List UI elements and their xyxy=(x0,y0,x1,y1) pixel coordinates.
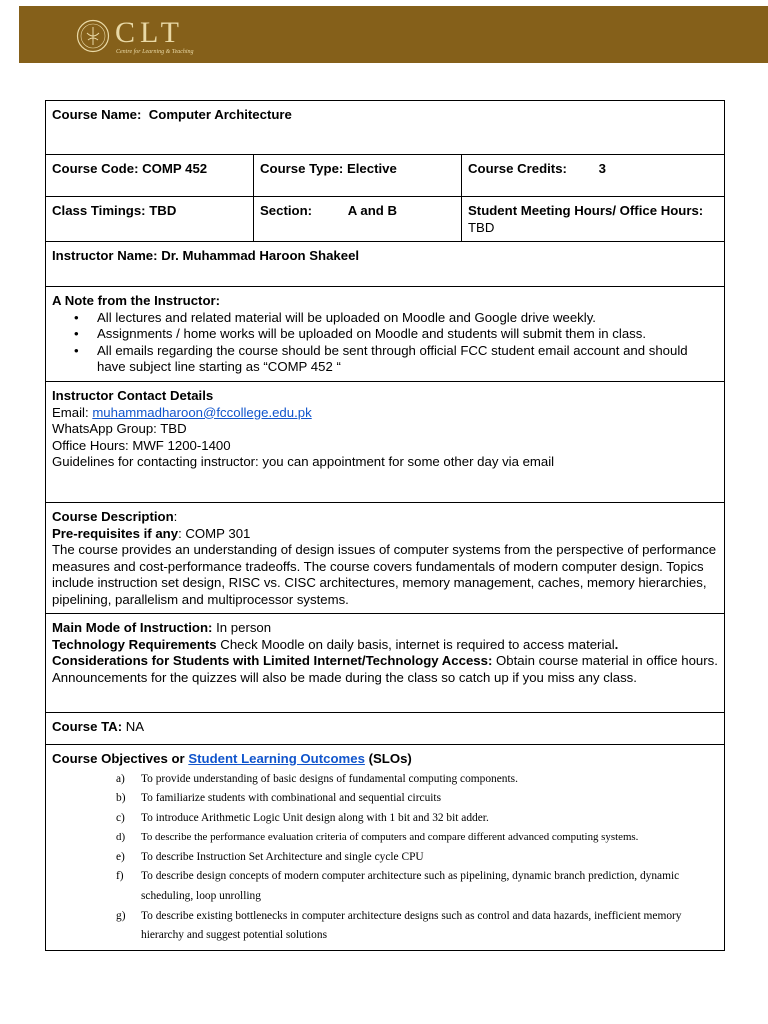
tech-value: Check Moodle on daily basis, internet is required to access material xyxy=(220,636,615,652)
meeting-hours-value: TBD xyxy=(468,219,495,235)
note-list xyxy=(52,310,718,376)
course-credits-value: 3 xyxy=(598,161,606,176)
list-item: b) To familiarize students with combinational and sequential circuits xyxy=(116,792,442,805)
considerations-value: Obtain course material in office hours. Announcements for the quizzes will also be made during the class so catch up if you miss any class. xyxy=(52,653,718,685)
note-row xyxy=(46,287,725,382)
course-name-row xyxy=(46,101,725,155)
mode-row: Main Mode of Instruction: In person Technology Requirements Check Moodle on daily basis, internet is required to access material. Considerations for Students with Limited Internet/Technology Access: Obtain course material in office hours. Announcements for the quizzes will also be made during the class so catch up if you miss any class. xyxy=(46,614,725,713)
list-item: g) To describe existing bottlenecks in computer architecture designs such as control and data hazards, inefficient memory hierarchy and suggest potential solutions xyxy=(116,909,682,942)
objectives-row xyxy=(46,745,725,951)
mode-label: Main Mode of Instruction: xyxy=(52,620,213,635)
considerations-label: Considerations for Students with Limited Internet/Technology Access: xyxy=(52,653,493,668)
objectives-heading: Course Objectives or xyxy=(52,751,185,766)
course-code-label: Course Code: xyxy=(52,161,139,176)
whatsapp-line: WhatsApp Group: TBD xyxy=(52,421,187,436)
instructor-row xyxy=(46,242,725,287)
email-link[interactable]: muhammadharoon@fccollege.edu.pk xyxy=(92,404,312,420)
list-item: a) To provide understanding of basic designs of fundamental computing components. xyxy=(116,772,518,785)
objectives-heading-suffix: (SLOs) xyxy=(368,751,412,766)
list-item: • Assignments / home works will be uploaded on Moodle and students will submit them in class. xyxy=(52,326,718,343)
course-type-label: Course Type: xyxy=(260,161,344,176)
list-item: e) To describe Instruction Set Architecture and single cycle CPU xyxy=(116,850,424,863)
list-item: • All lectures and related material will be uploaded on Moodle and Google drive weekly. xyxy=(52,310,718,327)
office-hours-line: Office Hours: MWF 1200-1400 xyxy=(52,437,231,453)
prereq-value: COMP 301 xyxy=(185,525,251,541)
ta-value: NA xyxy=(125,719,145,734)
ta-row xyxy=(46,713,725,745)
course-code-value: COMP 452 xyxy=(142,161,208,176)
course-credits-label: Course Credits: xyxy=(468,161,567,176)
section-label: Section: xyxy=(260,203,313,218)
course-outline-table xyxy=(45,100,724,951)
section-value: A and B xyxy=(347,203,398,218)
instructor-name-label: Instructor Name: xyxy=(52,248,158,263)
timings-row xyxy=(46,197,725,242)
course-type-value: Elective xyxy=(346,161,397,176)
prereq-label: Pre-requisites if any xyxy=(52,525,179,541)
email-label: Email: xyxy=(52,404,89,420)
objectives-list xyxy=(52,770,718,946)
class-timings-label: Class Timings: xyxy=(52,203,146,218)
contact-heading: Instructor Contact Details xyxy=(52,388,214,403)
course-name-label: Course Name: xyxy=(52,107,142,122)
logo-tagline: Centre for Learning & Teaching xyxy=(116,49,194,55)
course-name-value: Computer Architecture xyxy=(148,107,292,122)
list-item: c) To introduce Arithmetic Logic Unit design along with 1 bit and 32 bit adder. xyxy=(116,811,489,824)
logo-text: CLT xyxy=(115,16,184,49)
contact-row xyxy=(46,382,725,503)
note-heading: A Note from the Instructor: xyxy=(52,293,221,308)
header-band xyxy=(19,6,768,63)
guidelines-line: Guidelines for contacting instructor: you can appointment for some other day via email xyxy=(52,454,555,469)
description-heading: Course Description xyxy=(52,509,174,524)
mode-value: In person xyxy=(216,620,272,635)
description-row: Course Description: Pre-requisites if any: COMP 301 The course provides an understanding of design issues of computer systems from the perspective of performance measures and cost-performance tradeoffs. The course covers fundamentals of modern computer design. Topics include instruction set design, RISC vs. CISC architectures, memory management, caches, memory hierarchies, pipelining, parallelism and multiprocessor systems. xyxy=(46,503,725,614)
list-item: f) To describe design concepts of modern computer architecture such as pipelining, dynamic branch prediction, dynamic scheduling, loop unrolling xyxy=(116,870,680,903)
description-text: The course provides an understanding of design issues of computer systems from the perspective of performance measures and cost-performance tradeoffs. The course covers fundamentals of modern computer design. Topics include instruction set design, RISC vs. CISC architectures, memory management, caches, memory hierarchies, pipelining, parallelism and multiprocessor systems. xyxy=(52,542,717,607)
clt-logo xyxy=(76,17,206,63)
course-code-row xyxy=(46,155,725,197)
slo-link[interactable]: Student Learning Outcomes xyxy=(188,751,365,766)
list-item: d) To describe the performance evaluation criteria of computers and compare different advanced computing systems. xyxy=(116,831,639,844)
ta-label: Course TA: xyxy=(52,719,123,734)
instructor-name-value: Dr. Muhammad Haroon Shakeel xyxy=(161,248,360,263)
seal-icon xyxy=(76,19,110,53)
meeting-hours-label: Student Meeting Hours/ Office Hours: xyxy=(468,203,704,218)
class-timings-value: TBD xyxy=(149,203,177,218)
tech-label: Technology Requirements xyxy=(52,636,217,652)
list-item: • All emails regarding the course should be sent through official FCC student email account and should have subject line starting as “COMP 452 “ xyxy=(52,343,718,376)
contact-email-line xyxy=(52,405,718,422)
